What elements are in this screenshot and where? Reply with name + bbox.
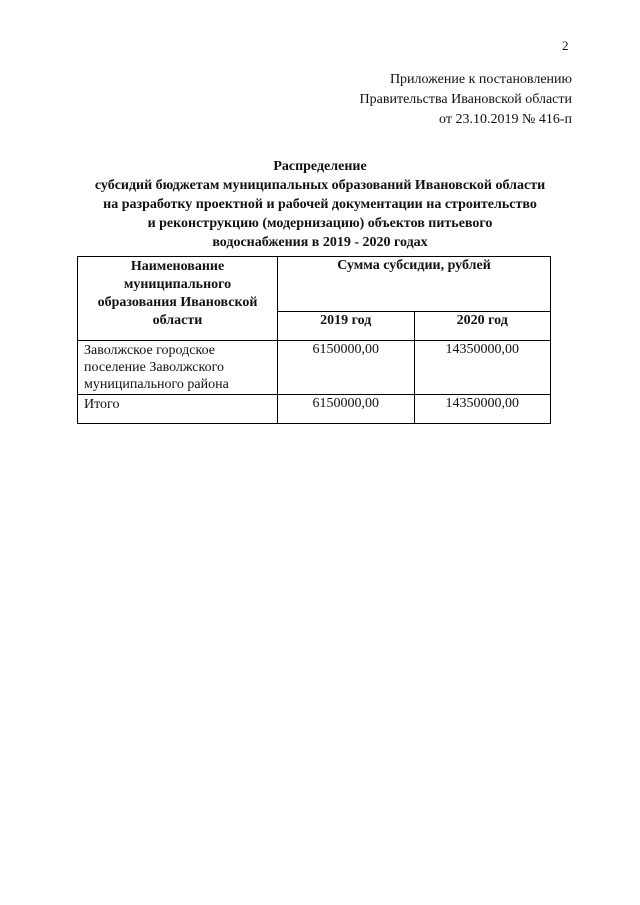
year-2019-header: 2019 год — [278, 312, 415, 341]
title-line: водоснабжения в 2019 - 2020 годах — [212, 235, 428, 250]
appendix-block — [360, 70, 572, 130]
total-2020-cell: 14350000,00 — [414, 395, 551, 424]
document-title — [70, 157, 570, 252]
title-line: субсидий бюджетам муниципальных образований Ивановской области — [94, 178, 546, 193]
appendix-line: Правительства Ивановской области — [359, 92, 572, 107]
cell-line: муниципального района — [84, 377, 229, 392]
header-line: муниципального — [123, 277, 232, 292]
title-line: на разработку проектной и рабочей документации на строительство — [103, 197, 537, 212]
appendix-line: от 23.10.2019 № 416-п — [439, 112, 572, 127]
title-line: и реконструкцию (модернизацию) объектов питьевого — [147, 216, 493, 231]
table-header-row — [78, 257, 551, 312]
title-line: Распределение — [273, 159, 367, 174]
header-line: области — [152, 313, 203, 328]
appendix-line: Приложение к постановлению — [389, 72, 572, 87]
header-line: образования Ивановской — [97, 295, 258, 310]
municipality-column-header — [78, 257, 278, 341]
subsidy-sum-header: Сумма субсидии, рублей — [278, 257, 551, 312]
year-2020-header: 2020 год — [414, 312, 551, 341]
total-label-cell — [78, 395, 278, 424]
cell-line: Заволжское городское — [84, 343, 215, 358]
municipality-name-cell — [78, 341, 278, 395]
table-row — [78, 341, 551, 395]
header-line: Наименование — [130, 259, 225, 274]
subsidy-table — [77, 256, 551, 424]
total-2019-cell: 6150000,00 — [278, 395, 415, 424]
value-2020-cell: 14350000,00 — [414, 341, 551, 395]
cell-line: Итого — [84, 397, 120, 412]
table-total-row — [78, 395, 551, 424]
cell-line: поселение Заволжского — [84, 360, 224, 375]
value-2019-cell: 6150000,00 — [278, 341, 415, 395]
page-number: 2 — [562, 38, 569, 53]
